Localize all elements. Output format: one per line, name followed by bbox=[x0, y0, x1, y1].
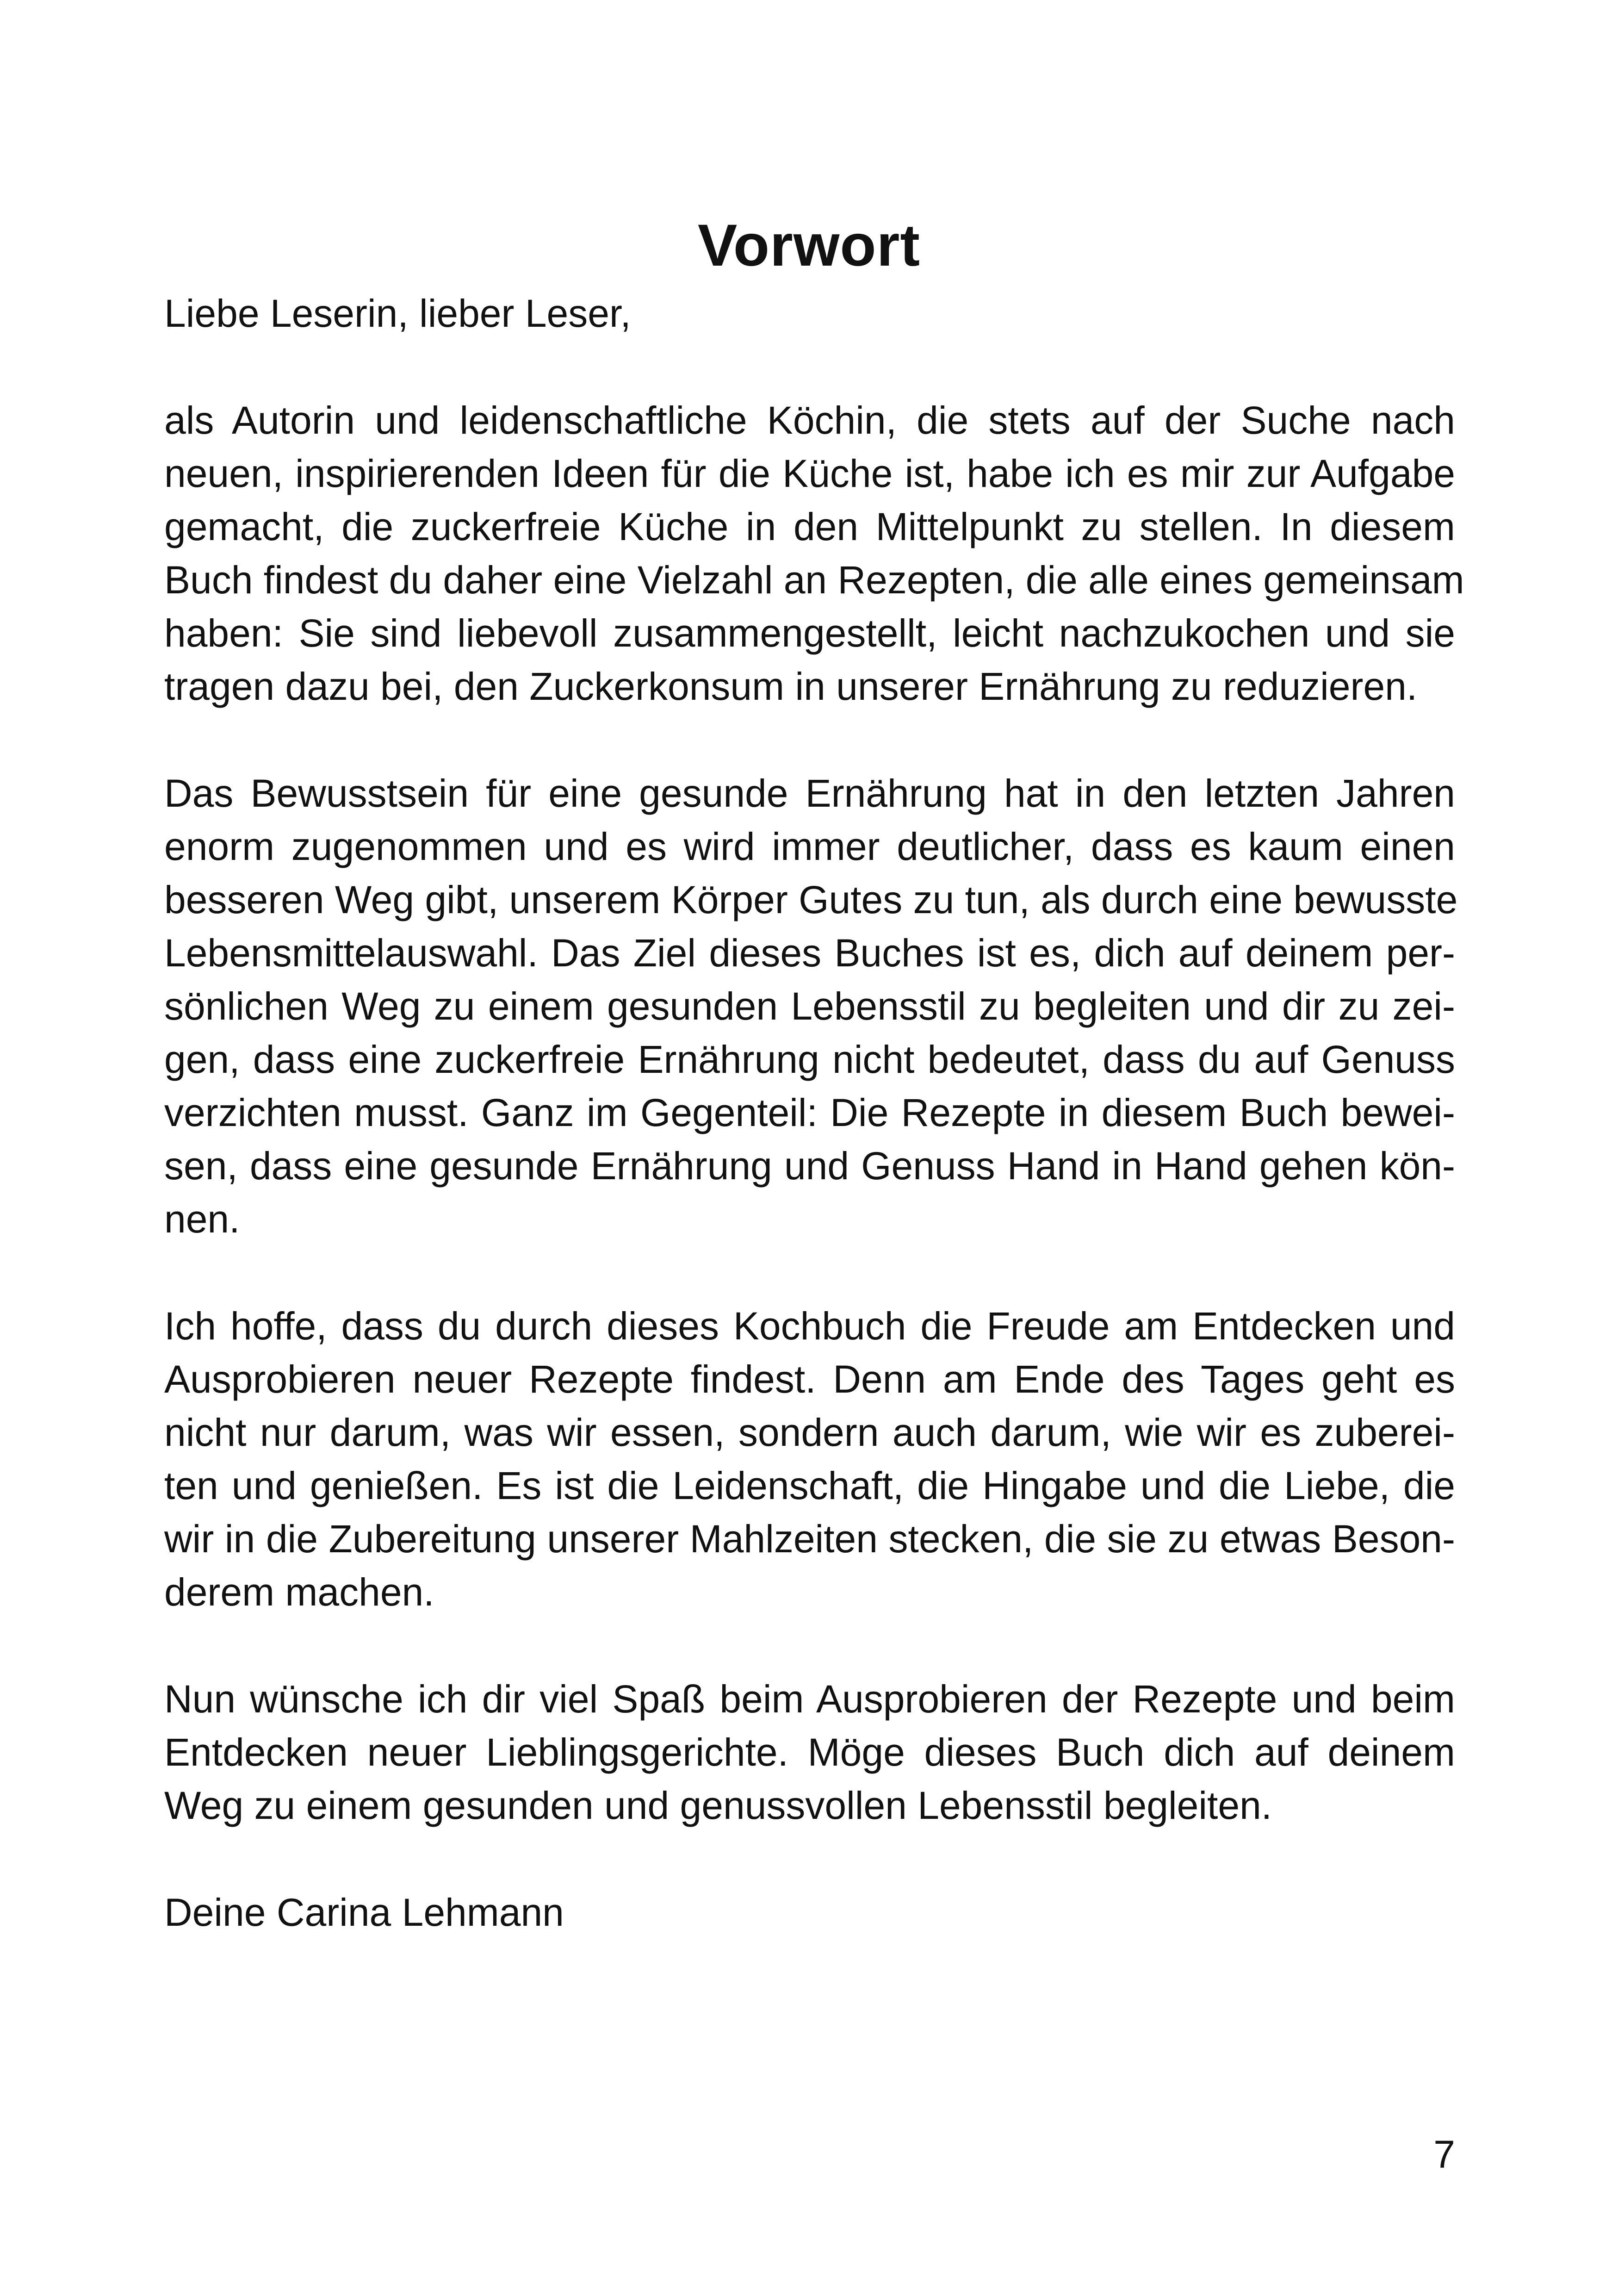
paragraph-line: tragen dazu bei, den Zuckerkonsum in unserer Ernährung zu reduzieren. bbox=[164, 665, 1418, 708]
paragraph-line: Nun wünsche ich dir viel Spaß beim Ausprobieren der Rezepte und beim bbox=[164, 1677, 1455, 1721]
paragraph-spacer bbox=[164, 340, 1455, 394]
paragraph-line: derem machen. bbox=[164, 1570, 434, 1614]
paragraph-spacer bbox=[164, 1619, 1455, 1673]
paragraph-line: als Autorin und leidenschaftliche Köchin, die stets auf der Suche nach bbox=[164, 398, 1455, 442]
page-title: Vorwort bbox=[697, 212, 921, 279]
paragraph-line: nen. bbox=[164, 1197, 240, 1241]
paragraph-line: gemacht, die zuckerfreie Küche in den Mittelpunkt zu stellen. In diesem bbox=[164, 505, 1455, 548]
paragraph-line: wir in die Zubereitung unserer Mahlzeiten stecken, die sie zu etwas Beson- bbox=[164, 1517, 1455, 1561]
paragraph-2 bbox=[164, 767, 1458, 1246]
paragraph-line: besseren Weg gibt, unserem Körper Gutes zu tun, als durch eine bewusste bbox=[164, 878, 1458, 921]
paragraph-1 bbox=[164, 394, 1464, 713]
paragraph-spacer bbox=[164, 713, 1455, 767]
paragraph-line: sen, dass eine gesunde Ernährung und Genuss Hand in Hand gehen kön- bbox=[164, 1144, 1455, 1188]
paragraph-spacer bbox=[164, 1832, 1455, 1886]
paragraph-line: gen, dass eine zuckerfreie Ernährung nicht bedeutet, dass du auf Genuss bbox=[164, 1038, 1455, 1081]
page-number: 7 bbox=[1433, 2133, 1455, 2176]
paragraph-line: Lebensmittelauswahl. Das Ziel dieses Buches ist es, dich auf deinem per- bbox=[164, 931, 1455, 975]
signature: Deine Carina Lehmann bbox=[164, 1891, 564, 1934]
foreword-body bbox=[164, 287, 1464, 1939]
paragraph-line: haben: Sie sind liebevoll zusammengestellt, leicht nachzukochen und sie bbox=[164, 611, 1455, 655]
paragraph-line: sönlichen Weg zu einem gesunden Lebensstil zu begleiten und dir zu zei- bbox=[164, 984, 1455, 1028]
paragraph-line: Ausprobieren neuer Rezepte findest. Denn am Ende des Tages geht es bbox=[164, 1357, 1455, 1401]
paragraph-line: Das Bewusstsein für eine gesunde Ernährung hat in den letzten Jahren bbox=[164, 772, 1455, 815]
paragraph-line: Entdecken neuer Lieblingsgerichte. Möge dieses Buch dich auf deinem bbox=[164, 1730, 1455, 1774]
paragraph-line: nicht nur darum, was wir essen, sondern auch darum, wie wir es zuberei- bbox=[164, 1411, 1455, 1454]
paragraph-line: Weg zu einem gesunden und genussvollen Lebensstil begleiten. bbox=[164, 1784, 1272, 1827]
paragraph-3 bbox=[164, 1300, 1455, 1619]
paragraph-line: Ich hoffe, dass du durch dieses Kochbuch die Freude am Entdecken und bbox=[164, 1304, 1455, 1348]
salutation: Liebe Leserin, lieber Leser, bbox=[164, 292, 631, 335]
paragraph-4 bbox=[164, 1673, 1455, 1832]
paragraph-spacer bbox=[164, 1246, 1455, 1300]
paragraph-line: neuen, inspirierenden Ideen für die Küche ist, habe ich es mir zur Aufgabe bbox=[164, 452, 1455, 495]
paragraph-line: Buch findest du daher eine Vielzahl an Rezepten, die alle eines gemeinsam bbox=[164, 558, 1464, 602]
paragraph-line: verzichten musst. Ganz im Gegenteil: Die Rezepte in diesem Buch bewei- bbox=[164, 1091, 1455, 1134]
paragraph-line: enorm zugenommen und es wird immer deutlicher, dass es kaum einen bbox=[164, 825, 1455, 868]
paragraph-line: ten und genießen. Es ist die Leidenschaft, die Hingabe und die Liebe, die bbox=[164, 1464, 1455, 1507]
